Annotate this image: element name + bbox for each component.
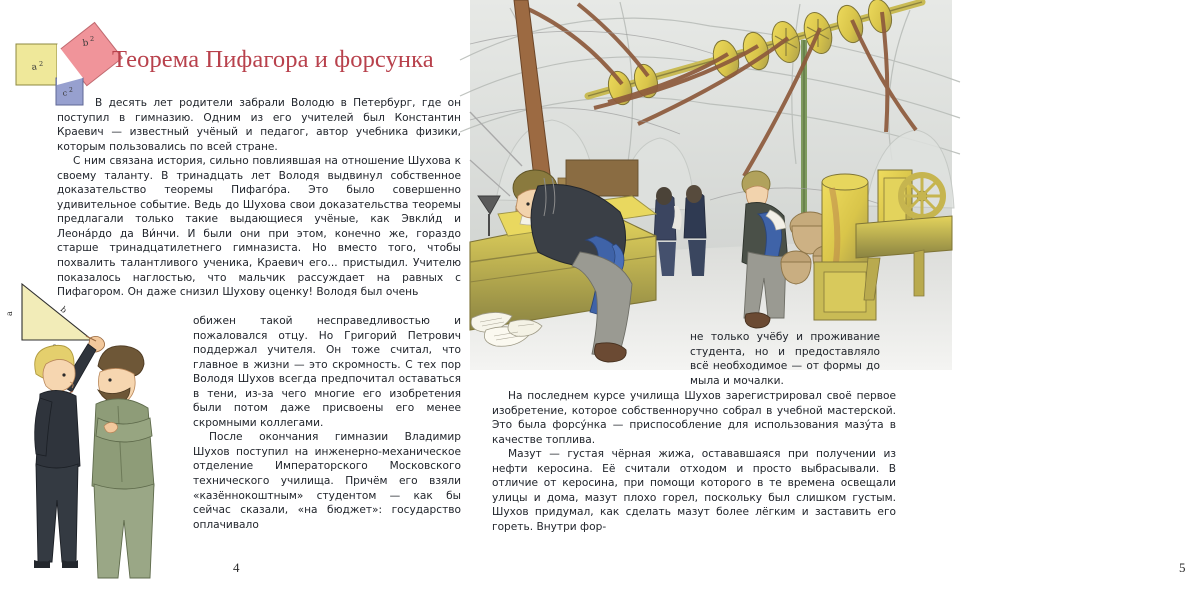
svg-text:b: b: [58, 304, 69, 315]
right-triangle-diagram: [5, 284, 92, 351]
svg-text:2: 2: [90, 35, 95, 43]
svg-text:b: b: [82, 38, 90, 49]
svg-text:2: 2: [39, 60, 44, 68]
left-text-block-top: [57, 96, 461, 300]
workshop-illustration: [470, 0, 952, 370]
svg-text:a: a: [5, 311, 14, 316]
svg-text:a: a: [31, 62, 38, 73]
paragraph: Мазут — густая чёрная жижа, остававшаяся при получении из нефти керосина. Её считали отходом и просто выбрасывали. В отличие от керосина, при помощи которого в те времена освещали улицы и дома, мазут плохо горел, поскольку был слишком густым. Шухов придумал, как сделать мазут более лёгким и заставить его гореть. Внутри фор-: [492, 448, 896, 533]
teacher-figure: [92, 346, 154, 578]
paragraph: После окончания гимназии Владимир Шухов поступил на инженерно-механическое отделение Императорского Московского технического училища. Причём его взяли «казённокоштным» студентом — как бы сейчас сказали, «на бюджет»: государство оплачивало: [193, 431, 461, 531]
right-page: [476, 0, 1186, 612]
paragraph: В десять лет родители забрали Володю в Петербург, где он поступил в гимназию. Одним из его учителей был Константин Краевич — известный учёный и педагог, автор учебника физики, которым пользовались по всей стране.: [57, 97, 461, 153]
paragraph: обижен такой несправедливостью и пожаловался отцу. Но Григорий Петрович поддержал учителя. Он тоже считал, что главное в жизни — это скромность. С тех пор Володя Шухов всегда предпочитал оставаться в тени, из-за чего многие его изобретения были потом даже присвоены его менее скромными коллегами.: [193, 315, 461, 429]
right-text-block-wrap: [690, 330, 880, 388]
left-text-block-wrap: [193, 314, 461, 532]
paragraph: На последнем курсе училища Шухов зарегистрировал своё первое изобретение, которое собственноручно собрал в учебной мастерской. Это была форсу́нка — приспособление для использования мазу́та в качестве топлива.: [492, 390, 896, 446]
boy-figure: [34, 344, 96, 568]
page-title: Теорема Пифагора и форсунка: [112, 46, 434, 73]
page-number-right: 5: [1179, 560, 1186, 575]
boy-and-teacher-illustration: [0, 278, 200, 578]
svg-text:2: 2: [69, 87, 73, 94]
right-text-block-bottom: [492, 389, 896, 534]
paragraph: С ним связана история, сильно повлиявшая на отношение Шухова к своему таланту. В тринадцать лет Володя выдвинул собственное доказательство теоремы Пифаго́ра. Это было совершенно удивительное событие. Ведь до Шухова свои доказательства теоремы предлагали только такие выдающиеся учёные, как Эвкли́д и Леона́рдо да Ви́нчи. И были они при этом, конечно же, гораздо старше тринадцатилетнего гимназиста. Но вместо того, чтобы похвалить талантливого ученика, Краевич его... пристыдил. Учителю показалось наглостью, что мальчик рассуждает на равных с Пифагором. Он даже снизил Шухову оценку! Володя был очень: [57, 155, 461, 299]
svg-text:c: c: [62, 88, 68, 98]
paragraph: не только учёбу и проживание студента, но и предоставляло всё необходимое — от формы до мыла и мочалки.: [690, 331, 880, 387]
left-page: [0, 0, 476, 612]
page-number-left: 4: [233, 560, 240, 575]
